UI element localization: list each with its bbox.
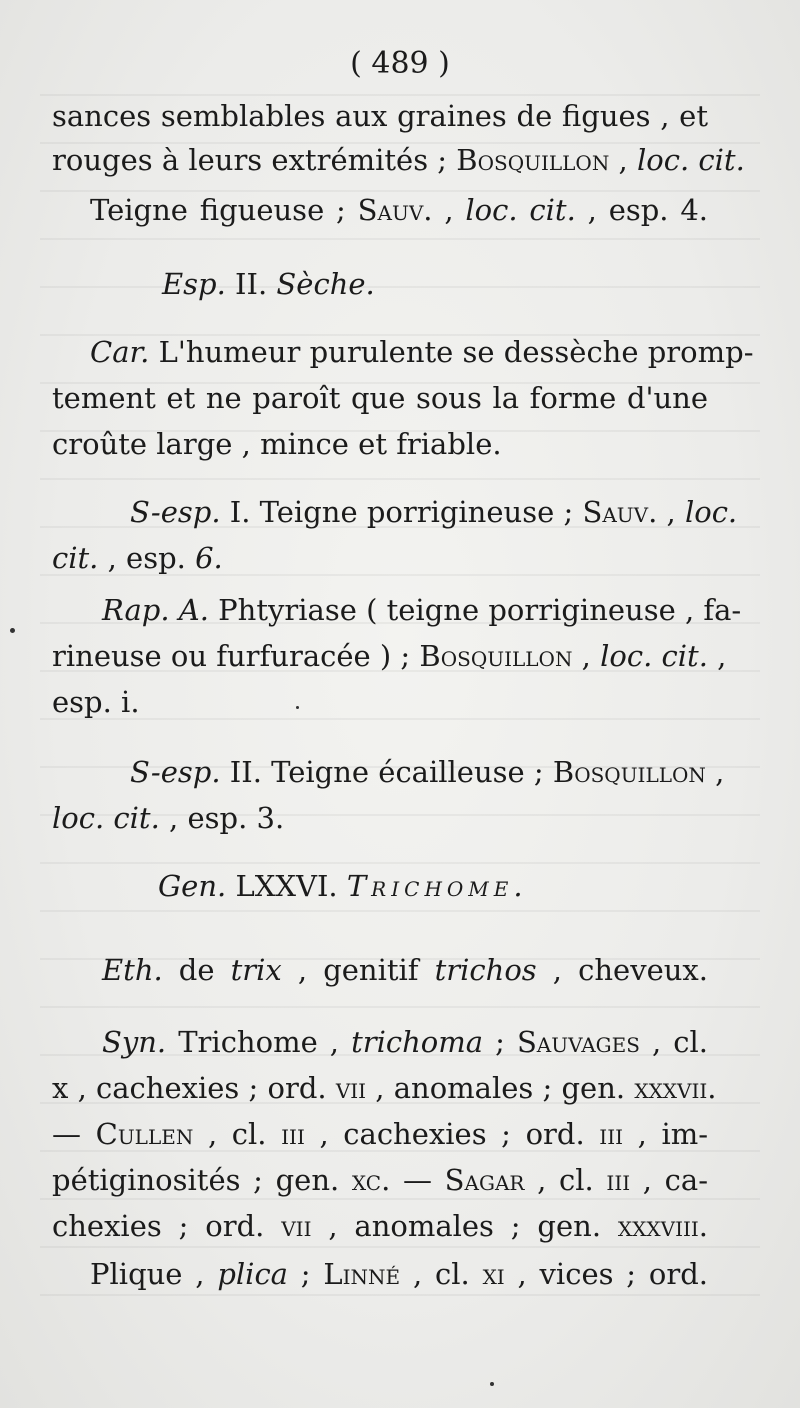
reference-loc-cit: loc. cit. <box>52 801 160 835</box>
car-label: Car. <box>90 335 150 369</box>
sous-espece-label: S-esp. <box>130 755 221 789</box>
line-18-gen: xxxvii. <box>634 1071 717 1105</box>
author-sauvages: Sauvages <box>516 1025 640 1059</box>
line-7-text: croûte large , mince et friable. <box>52 427 502 461</box>
text-line-6 <box>52 378 708 418</box>
line-12-esp: esp. <box>52 685 122 719</box>
text-line-9 <box>52 538 708 578</box>
line-22-text: Plique , <box>90 1257 218 1291</box>
word-trix: trix <box>230 953 282 987</box>
ink-speck <box>10 628 15 633</box>
line-11-end: , <box>707 639 727 673</box>
line-18-text: x , cachexies ; ord. <box>52 1071 336 1105</box>
line-18-ord: vii <box>335 1071 367 1105</box>
text-line-20 <box>52 1160 708 1200</box>
line-22-end: , vices ; ord. <box>504 1257 709 1291</box>
line-20-cl-num: iii <box>606 1163 631 1197</box>
text-line-21 <box>52 1206 708 1246</box>
line-17-sep: ; <box>483 1025 517 1059</box>
line-12-number: i. <box>121 685 140 719</box>
line-8-text: I. Teigne porrigineuse ; <box>220 495 583 529</box>
page-number: ( 489 ) <box>350 46 450 81</box>
line-13-text: II. Teigne écailleuse ; <box>220 755 553 789</box>
text-line-2 <box>52 140 745 180</box>
genre-name: Trichome. <box>346 869 528 903</box>
reference-loc: loc. <box>684 495 738 529</box>
line-6-text: tement et ne paroît que sous la forme d'une <box>52 381 708 415</box>
line-10-text: Phtyriase ( teigne porrigineuse , fa- <box>208 593 742 627</box>
line-13-end: , <box>705 755 725 789</box>
line-21-text: chexies ; ord. <box>52 1209 282 1243</box>
line-22-sep: ; <box>287 1257 324 1291</box>
author-sauv: Sauv. <box>357 193 433 227</box>
line-3-esp: , esp. 4. <box>575 193 709 227</box>
line-19-ord-num: iii <box>599 1117 623 1151</box>
esp-name: Sèche. <box>276 267 375 301</box>
text-line-13 <box>130 752 725 792</box>
genre-label: Gen. <box>158 869 227 903</box>
reference-cit: cit. <box>52 541 99 575</box>
genre-number: LXXVI. <box>226 869 347 903</box>
line-9-number: 6. <box>195 541 223 575</box>
text-line-14 <box>52 798 708 838</box>
author-sauv: Sauv. <box>582 495 658 529</box>
line-17-text: Trichome , <box>166 1025 352 1059</box>
word-plica: plica <box>217 1257 288 1291</box>
etymology-label: Eth. <box>102 953 163 987</box>
line-20-cl: , cl. <box>524 1163 607 1197</box>
text-line-11 <box>52 636 727 676</box>
author-linne: Linné <box>323 1257 401 1291</box>
line-3-text: Teigne figueuse ; <box>90 193 358 227</box>
text-line-8 <box>130 492 738 532</box>
line-19-cl-num: iii <box>281 1117 305 1151</box>
text-line-12 <box>52 682 708 722</box>
line-5-text: L'humeur purulente se dessèche promp- <box>149 335 754 369</box>
line-11-text: rineuse ou furfuracée ) ; <box>52 639 420 673</box>
line-22-cl: , cl. <box>400 1257 483 1291</box>
text-line-1 <box>52 96 708 136</box>
reference-loc-cit: loc. cit. <box>600 639 708 673</box>
line-22-cl-num: xi <box>482 1257 505 1291</box>
line-2-sep: , <box>609 143 637 177</box>
text-line-17 <box>102 1022 708 1062</box>
line-11-sep: , <box>572 639 601 673</box>
text-line-19 <box>52 1114 708 1154</box>
line-20-text: pétiginosités ; gen. <box>52 1163 352 1197</box>
author-cullen: Cullen <box>95 1117 194 1151</box>
line-2-text: rouges à leurs extrémités ; <box>52 143 457 177</box>
text-line-7 <box>52 424 708 464</box>
text-line-10 <box>102 590 742 630</box>
text-line-3 <box>90 190 708 230</box>
author-sagar: Sagar <box>444 1163 525 1197</box>
word-trichoma: trichoma <box>351 1025 484 1059</box>
line-16-de: de <box>162 953 231 987</box>
author-bosquillon: Bosquillon <box>456 143 610 177</box>
heading-genre-trichome <box>158 866 698 906</box>
text-line-18 <box>52 1068 717 1108</box>
line-1-text: sances semblables aux graines de figues , et <box>52 99 708 133</box>
text-line-5 <box>90 332 754 372</box>
line-19-mid: , cachexies ; ord. <box>304 1117 600 1151</box>
line-9-esp: , esp. <box>98 541 196 575</box>
line-19-cl: , cl. <box>193 1117 282 1151</box>
reference-loc-cit: loc. cit. <box>465 193 576 227</box>
line-16-end: , cheveux. <box>536 953 708 987</box>
line-18-mid: , anomales ; gen. <box>366 1071 635 1105</box>
word-trichos: trichos <box>434 953 537 987</box>
author-bosquillon: Bosquillon <box>419 639 573 673</box>
ink-speck <box>490 1382 494 1386</box>
reference-loc-cit: loc. cit. <box>636 143 745 177</box>
ink-speck <box>296 706 299 709</box>
author-bosquillon: Bosquillon <box>552 755 706 789</box>
line-17-end: , cl. <box>639 1025 708 1059</box>
line-21-gen: xxxviii. <box>617 1209 708 1243</box>
rapport-label: Rap. A. <box>102 593 209 627</box>
text-line-16 <box>102 950 708 990</box>
line-19-end: , im- <box>623 1117 709 1151</box>
line-19-dash: — <box>52 1117 96 1151</box>
esp-number: II. <box>225 267 277 301</box>
line-20-dash: — <box>390 1163 445 1197</box>
line-3-sep: , <box>432 193 466 227</box>
line-14-esp: , esp. 3. <box>159 801 285 835</box>
line-8-sep: , <box>657 495 685 529</box>
line-16-genitif: , genitif <box>281 953 435 987</box>
line-21-mid: , anomales ; gen. <box>311 1209 618 1243</box>
esp-label: Esp. <box>162 267 226 301</box>
text-line-22 <box>90 1254 708 1294</box>
line-21-ord: vii <box>281 1209 312 1243</box>
line-20-gen: xc. <box>351 1163 391 1197</box>
line-20-end: , ca- <box>630 1163 709 1197</box>
synonymy-label: Syn. <box>102 1025 167 1059</box>
heading-espece-seche <box>162 264 662 304</box>
sous-espece-label: S-esp. <box>130 495 221 529</box>
